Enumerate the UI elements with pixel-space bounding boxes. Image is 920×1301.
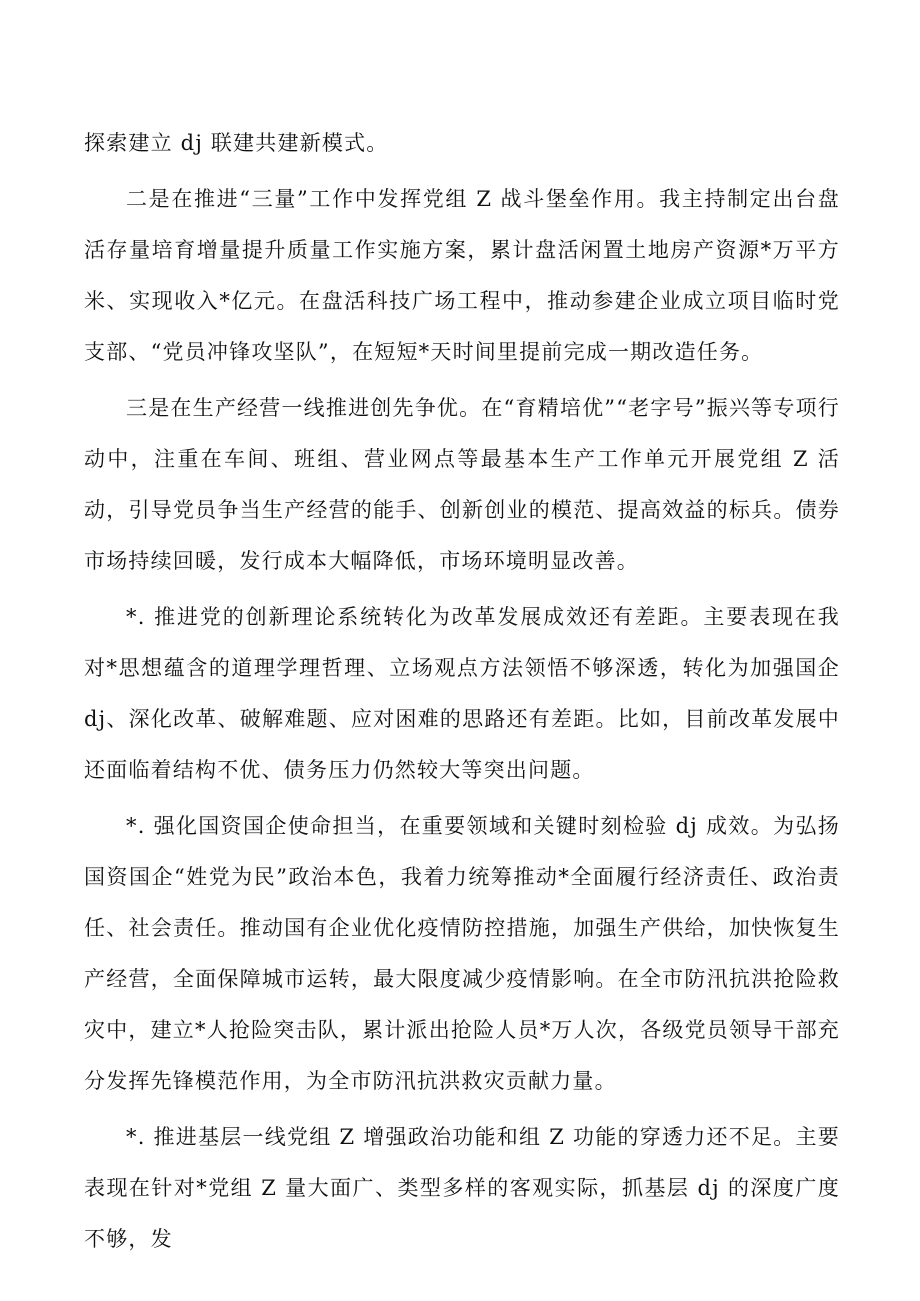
paragraph-mission-responsibility: *. 强化国资国企使命担当，在重要领域和关键时刻检验 dj 成效。为弘扬国资国企“姓党为民”政治本色，我着力统筹推动*全面履行经济责任、政治责任、社会责任。推动国有企业优化疫情防控措施，加强生产供给，加快恢复生产经营，全面保障城市运转，最大限度减少疫情影响。在全市防汛抗洪抢险救灾中，建立*人抢险突击队，累计派出抢险人员*万人次，各级党员领导干部充分发挥先锋模范作用，为全市防汛抗洪救灾贡献力量。: [84, 814, 840, 1093]
paragraph-three-quantities: 二是在推进“三量”工作中发挥党组 Z 战斗堡垒作用。我主持制定出台盘活存量培育增量提升质量工作实施方案，累计盘活闲置土地房产资源*万平方米、实现收入*亿元。在盘活科技广场工程中，推动参建企业成立项目临时党支部、“党员冲锋攻坚队”，在短短*天时间里提前完成一期改造任务。: [84, 187, 840, 364]
paragraph-grassroots-penetration: *. 推进基层一线党组 Z 增强政治功能和组 Z 功能的穿透力还不足。主要表现在针对*党组 Z 量大面广、类型多样的客观实际，抓基层 dj 的深度广度不够，发: [84, 1125, 840, 1251]
document-body: [84, 118, 840, 1270]
paragraph-continuation: 探索建立 dj 联建共建新模式。: [84, 131, 389, 155]
paragraph-production-frontline: 三是在生产经营一线推进创先争优。在“育精培优”“老字号”振兴等专项行动中，注重在车间、班组、营业网点等最基本生产工作单元开展党组 Z 活动，引导党员争当生产经营的能手、创新创业的模范、提高效益的标兵。债券市场持续回暖，发行成本大幅降低，市场环境明显改善。: [84, 396, 840, 573]
paragraph-theory-transformation: *. 推进党的创新理论系统转化为改革发展成效还有差距。主要表现在我对*思想蕴含的道理学理哲理、立场观点方法领悟不够深透，转化为加强国企 dj、深化改革、破解难题、应对困难的思路还有差距。比如，目前改革发展中还面临着结构不优、债务压力仍然较大等突出问题。: [84, 605, 840, 782]
